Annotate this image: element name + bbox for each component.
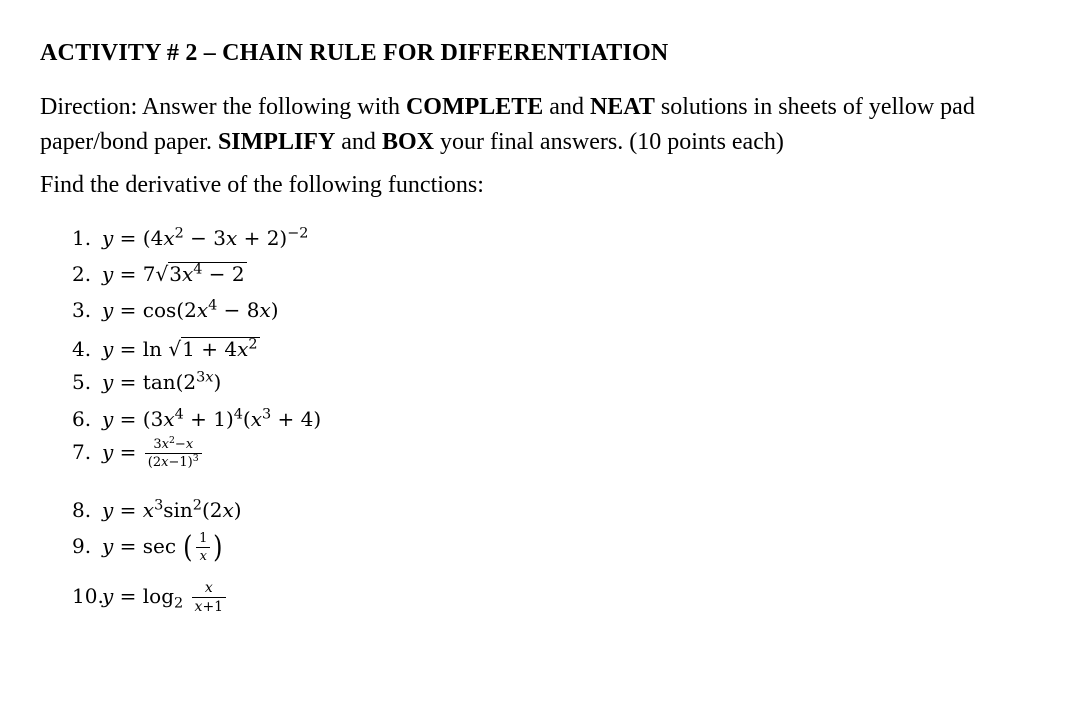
- problem-expression: $y = \cos(2x^4 - 8x)$: [102, 297, 279, 322]
- problem-number: 3.: [72, 298, 92, 322]
- direction-text-4: and: [335, 129, 382, 155]
- direction-text-3: solutions in sheets of yellow pad paper/bond paper.: [40, 94, 975, 155]
- problem-number: 7.: [72, 440, 92, 464]
- problem-2: [72, 262, 247, 284]
- problem-number: 10.: [72, 584, 104, 608]
- problem-number: 8.: [72, 498, 92, 522]
- problem-5: [72, 369, 222, 394]
- direction-text-5: your final answers. (10 points each): [433, 129, 784, 155]
- problem-6: [72, 406, 322, 431]
- problem-3: [72, 297, 279, 322]
- problem-number: 4.: [72, 337, 92, 361]
- direction-bold-neat: NEAT: [589, 94, 655, 120]
- problem-expression: $y = \tan(2^{3x})$: [102, 369, 222, 394]
- problem-number: 9.: [72, 534, 92, 558]
- direction-text-2: and: [543, 94, 590, 120]
- problem-expression: y = sec ( $\frac{1}{x}$ ): [102, 529, 223, 565]
- problem-9: [72, 529, 224, 565]
- problem-expression: $y = \log_2$ $\frac{x}{x+1}$: [102, 584, 228, 608]
- problem-expression: $y = 7√3x^4 - 2$: [102, 261, 245, 286]
- problem-expression: $y = x^3\sin^2(2x)$: [102, 497, 242, 522]
- instruction-text: Find the derivative of the following functions:: [40, 172, 484, 198]
- problem-expression: y = $\frac{3x^2-x}{(2x-1)^3}$: [102, 440, 204, 464]
- direction-paragraph: [40, 90, 1055, 160]
- problem-number: 1.: [72, 226, 92, 250]
- problem-expression: $y = (3x^4 + 1)^4(x^3 + 4)$: [102, 406, 322, 431]
- problem-number: 5.: [72, 370, 92, 394]
- problem-number: 2.: [72, 262, 92, 286]
- problem-4: [72, 337, 260, 359]
- activity-title: ACTIVITY # 2 – CHAIN RULE FOR DIFFERENTIATION: [40, 40, 669, 66]
- problem-1: [72, 225, 309, 250]
- problem-number: 6.: [72, 407, 92, 431]
- problem-7: [72, 435, 204, 470]
- problem-8: [72, 497, 242, 522]
- direction-bold-complete: COMPLETE: [405, 94, 544, 120]
- direction-bold-simplify: SIMPLIFY: [217, 129, 336, 155]
- direction-text-1: Direction: Answer the following with: [40, 94, 406, 120]
- problem-expression: $y = (4x^2 - 3x + 2)^{-2}$: [102, 225, 309, 250]
- direction-bold-box: BOX: [381, 129, 434, 155]
- problem-10: [72, 581, 228, 614]
- problem-expression: $y = \ln √1 + 4x^2$: [102, 336, 258, 361]
